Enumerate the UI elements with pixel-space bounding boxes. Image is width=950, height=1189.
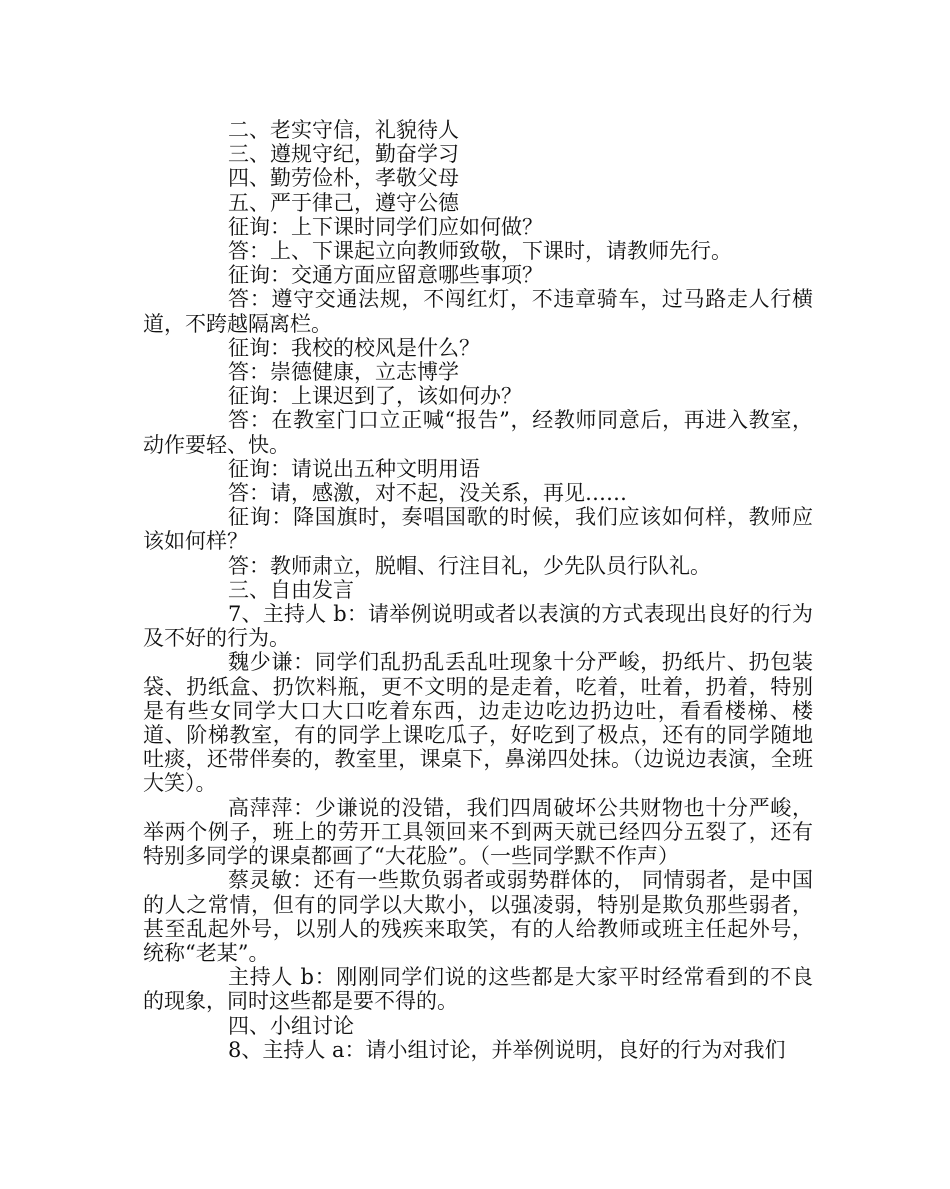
question-paragraph: 征询：我校的校风是什么？ xyxy=(228,335,480,360)
speaker-paragraph: 蔡灵敏：还有一些欺负弱者或弱势群体的， 同情弱者，是中国的人之常情，但有的同学以大欺小，以强凌弱，特别是欺负那些弱者，甚至乱起外号，以别人的残疾来取笑，有的人给教师或班主任起外号，统称“老某”。 xyxy=(143,868,813,965)
document-body xyxy=(143,118,813,1062)
host-b-summary: 主持人 b：刚刚同学们说的这些都是大家平时经常看到的不良的现象，同时这些都是要不得的。 xyxy=(143,965,813,1014)
speaker-paragraph: 魏少谦：同学们乱扔乱丢乱吐现象十分严峻，扔纸片、扔包装袋、扔纸盒、扔饮料瓶，更不文明的是走着，吃着，吐着，扔着，特别是有些女同学大口大口吃着东西，边走边吃边扔边吐，看看楼梯、楼道、阶梯教室，有的同学上课吃瓜子，好吃到了极点，还有的同学随地吐痰，还带伴奏的，教室里，课桌下，鼻涕四处抹。（边说边表演，全班大笑）。 xyxy=(143,650,813,796)
question-paragraph: 征询：上下课时同学们应如何做？ xyxy=(228,214,543,239)
heading-diligence: 四、勤劳俭朴，孝敬父母 xyxy=(228,166,459,191)
answer-paragraph: 答：遵守交通法规，不闯红灯，不违章骑车，过马路走人行横道，不跨越隔离栏。 xyxy=(143,287,813,336)
answer-paragraph: 答：在教室门口立正喊“报告”，经教师同意后，再进入教室，动作要轻、快。 xyxy=(143,408,813,457)
heading-discipline: 三、遵规守纪，勤奋学习 xyxy=(228,142,459,167)
heading-self-discipline: 五、严于律己，遵守公德 xyxy=(228,190,459,215)
answer-paragraph: 答：请，感激，对不起，没关系，再见…… xyxy=(228,481,627,506)
question-paragraph: 征询：上课迟到了，该如何办？ xyxy=(228,384,522,409)
answer-paragraph: 答：教师肃立，脱帽、行注目礼，少先队员行队礼。 xyxy=(228,553,711,578)
answer-paragraph: 答：上、下课起立向教师致敬，下课时，请教师先行。 xyxy=(228,239,732,264)
question-paragraph: 征询：交通方面应留意哪些事项？ xyxy=(228,263,543,288)
question-paragraph: 征询：请说出五种文明用语 xyxy=(228,456,480,481)
host-a-prompt: 8、主持人 a：请小组讨论，并举例说明，良好的行为对我们 xyxy=(228,1037,786,1062)
section-heading-group-discussion: 四、小组讨论 xyxy=(228,1013,354,1038)
heading-honesty: 二、老实守信，礼貌待人 xyxy=(228,118,459,142)
host-b-prompt: 7、主持人 b：请举例说明或者以表演的方式表现出良好的行为及不好的行为。 xyxy=(143,602,813,651)
question-paragraph: 征询：降国旗时，奏唱国歌的时候，我们应该如何样，教师应该如何样？ xyxy=(143,505,813,554)
answer-paragraph: 答：崇德健康，立志博学 xyxy=(228,360,459,385)
section-heading-free-speech: 三、自由发言 xyxy=(228,577,354,602)
speaker-paragraph: 高萍萍：少谦说的没错，我们四周破坏公共财物也十分严峻，举两个例子，班上的劳开工具领回来不到两天就已经四分五裂了，还有特别多同学的课桌都画了“大花脸”。（一些同学默不作声） xyxy=(143,795,813,869)
